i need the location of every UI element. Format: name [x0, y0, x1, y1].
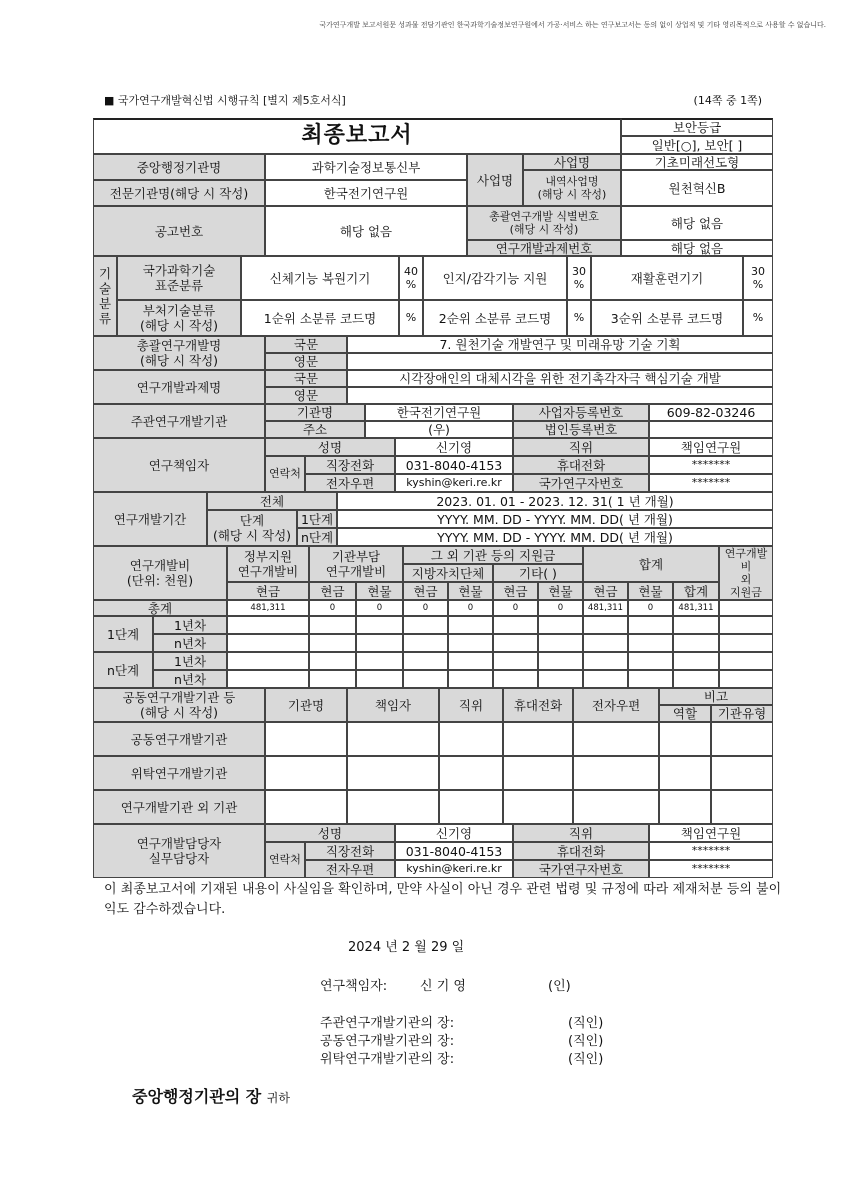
budget-total-cell-10: 481,311 — [673, 600, 719, 616]
budget-stage1-cell — [493, 634, 538, 652]
program-name-value: 기초미래선도형 — [621, 154, 773, 170]
notice-no-label: 공고번호 — [93, 206, 265, 256]
joint-row-cell — [659, 790, 711, 824]
budget-stagen-cell — [719, 652, 773, 670]
budget-stagen-cell — [493, 670, 538, 688]
email-label: 전자우편 — [305, 474, 395, 492]
ministry-class-2: 2순위 소분류 코드명 — [423, 300, 567, 336]
budget-total-cell-6: 0 — [493, 600, 538, 616]
joint-row-cell — [439, 790, 503, 824]
total-project-ko-label: 국문 — [265, 336, 347, 353]
corp-no-label: 법인등록번호 — [513, 421, 649, 438]
budget-stage1-cell — [673, 634, 719, 652]
joint-row-cell — [503, 756, 573, 790]
joint-row-cell — [573, 722, 659, 756]
period-total-label: 전체 — [207, 492, 337, 510]
budget-stagen-label: n단계 — [93, 652, 153, 688]
total-project-en-label: 영문 — [265, 353, 347, 370]
joint-col-4: 휴대전화 — [503, 688, 573, 722]
researcher-name: 신기영 — [395, 438, 513, 456]
budget-stage1-label: 1단계 — [93, 616, 153, 652]
budget-stagen-cell — [356, 652, 403, 670]
national-class-2: 인지/감각기능 지원 — [423, 256, 567, 300]
budget-stage1-cell — [719, 634, 773, 652]
manager-email-label: 전자우편 — [305, 860, 395, 878]
security-value: 일반[○], 보안[ ] — [621, 136, 773, 154]
budget-stage1-cell — [583, 616, 628, 634]
joint-label: 공동연구개발기관 등 (해당 시 작성) — [93, 688, 265, 722]
addressee-suffix: 귀하 — [266, 1091, 290, 1105]
budget-stagen-cell — [583, 670, 628, 688]
task-no-value: 해당 없음 — [621, 240, 773, 256]
budget-stagen-cell — [227, 670, 309, 688]
budget-stage1-cell — [403, 634, 448, 652]
total-project-ko: 7. 원천기술 개발연구 및 미래유망 기술 기획 — [347, 336, 773, 353]
joint-row-cell — [347, 756, 439, 790]
budget-stagen-cell — [356, 670, 403, 688]
budget-stage1-cell — [356, 616, 403, 634]
joint-type-label: 기관유형 — [711, 705, 773, 722]
ministry-pct-3: % — [743, 300, 773, 336]
email-value: kyshin@keri.re.kr — [395, 474, 513, 492]
mobile-label: 휴대전화 — [513, 456, 649, 474]
joint-row-cell — [573, 790, 659, 824]
ministry-pct-1: % — [399, 300, 423, 336]
joint-row-1-label: 공동연구개발기관 — [93, 722, 265, 756]
signer-name: 신 기 영 — [420, 979, 466, 994]
work-phone-label: 직장전화 — [305, 456, 395, 474]
budget-stage1-cell — [227, 634, 309, 652]
joint-row-3-label: 연구개발기관 외 기관 — [93, 790, 265, 824]
budget-subheader-7: 현물 — [538, 582, 583, 600]
budget-total-cell-8: 481,311 — [583, 600, 628, 616]
period-stagen-label: n단계 — [297, 528, 337, 546]
budget-subheader-9: 현물 — [628, 582, 673, 600]
tech-side-label: 기술분류 — [93, 256, 117, 336]
mobile-value: ******* — [649, 456, 773, 474]
project-label: 연구개발과제명 — [93, 370, 265, 404]
manager-work-phone: 031-8040-4153 — [395, 842, 513, 860]
budget-total-cell-5: 0 — [448, 600, 493, 616]
head-joint-seal: (직인) — [568, 1034, 604, 1049]
joint-note-label: 비고 — [659, 688, 773, 705]
budget-stage1-cell — [493, 616, 538, 634]
joint-row-cell — [503, 790, 573, 824]
head-consign-label: 위탁연구개발기관의 장: — [320, 1052, 455, 1067]
lead-org-name-label: 기관명 — [265, 404, 365, 421]
ministry-class-3: 3순위 소분류 코드명 — [591, 300, 743, 336]
budget-stagen-cell — [403, 652, 448, 670]
joint-row-cell — [347, 722, 439, 756]
joint-row-cell — [347, 790, 439, 824]
manager-work-phone-label: 직장전화 — [305, 842, 395, 860]
corp-no-value — [649, 421, 773, 438]
budget-total-cell-1: 481,311 — [227, 600, 309, 616]
notice-no-value: 해당 없음 — [265, 206, 467, 256]
biz-no-label: 사업자등록번호 — [513, 404, 649, 421]
budget-total-cell-4: 0 — [403, 600, 448, 616]
national-pct-2: 30 % — [567, 256, 591, 300]
period-stagen: YYYY. MM. DD - YYYY. MM. DD( 년 개월) — [337, 528, 773, 546]
budget-subheader-2: 현금 — [309, 582, 356, 600]
budget-total-cell-9: 0 — [628, 600, 673, 616]
budget-stage1-cell — [628, 634, 673, 652]
researcher-position-label: 직위 — [513, 438, 649, 456]
budget-total-label: 총계 — [93, 600, 227, 616]
manager-nat-no: ******* — [649, 860, 773, 878]
program-name-label: 사업명 — [523, 154, 621, 170]
joint-row-cell — [265, 722, 347, 756]
joint-row-2-label: 위탁연구개발기관 — [93, 756, 265, 790]
budget-total-outside — [719, 600, 773, 616]
budget-stagen-cell — [448, 670, 493, 688]
budget-stagen-cell — [309, 670, 356, 688]
budget-stage1-cell — [583, 634, 628, 652]
budget-sum-label: 합계 — [583, 546, 719, 582]
manager-email: kyshin@keri.re.kr — [395, 860, 513, 878]
period-total: 2023. 01. 01 - 2023. 12. 31( 1 년 개월) — [337, 492, 773, 510]
joint-col-3: 직위 — [439, 688, 503, 722]
period-stage1: YYYY. MM. DD - YYYY. MM. DD( 년 개월) — [337, 510, 773, 528]
joint-role-label: 역할 — [659, 705, 711, 722]
budget-stagen-year1-label: 1년차 — [153, 652, 227, 670]
joint-row-cell — [265, 790, 347, 824]
joint-col-2: 책임자 — [347, 688, 439, 722]
lead-org-addr: (우) — [365, 421, 513, 438]
budget-subheader-10: 합계 — [673, 582, 719, 600]
ministry-class-label: 부처기술분류 (해당 시 작성) — [117, 300, 241, 336]
security-label: 보안등급 — [621, 118, 773, 136]
form-header: ■ 국가연구개발혁신법 시행규칙 [별지 제5호서식] — [104, 94, 346, 107]
project-ko: 시각장애인의 대체시각을 위한 전기촉각자극 핵심기술 개발 — [347, 370, 773, 387]
addressee-main: 중앙행정기관의 장 — [132, 1087, 262, 1106]
project-ko-label: 국문 — [265, 370, 347, 387]
head-joint-label: 공동연구개발기관의 장: — [320, 1034, 455, 1049]
budget-stage1-cell — [673, 616, 719, 634]
period-label: 연구개발기간 — [93, 492, 207, 546]
budget-outside-label: 연구개발비 외 지원금 — [719, 546, 773, 600]
total-id-label: 총괄연구개발 식별번호 (해당 시 작성) — [467, 206, 621, 240]
national-class-1: 신체기능 복원기기 — [241, 256, 399, 300]
manager-position-label: 직위 — [513, 824, 649, 842]
manager-contact-label: 연락처 — [265, 842, 305, 878]
budget-stagen-cell — [673, 670, 719, 688]
budget-stagen-cell — [538, 652, 583, 670]
joint-row-cell — [439, 722, 503, 756]
task-no-label: 연구개발과제번호 — [467, 240, 621, 256]
work-phone-value: 031-8040-4153 — [395, 456, 513, 474]
manager-position: 책임연구원 — [649, 824, 773, 842]
agency-value: 한국전기연구원 — [265, 180, 467, 206]
budget-stagen-cell — [719, 670, 773, 688]
page-count: (14쪽 중 1쪽) — [693, 94, 762, 107]
signer-label: 연구책임자: — [320, 979, 388, 994]
budget-other-label: 그 외 기관 등의 지원금 — [403, 546, 583, 564]
lead-org-label: 주관연구개발기관 — [93, 404, 265, 438]
manager-name: 신기영 — [395, 824, 513, 842]
nat-no-value: ******* — [649, 474, 773, 492]
budget-gov-label: 정부지원 연구개발비 — [227, 546, 309, 582]
head-lead-seal: (직인) — [568, 1016, 604, 1031]
budget-total-cell-3: 0 — [356, 600, 403, 616]
total-project-en — [347, 353, 773, 370]
joint-row-cell — [659, 756, 711, 790]
budget-stage1-yearn-label: n년차 — [153, 634, 227, 652]
report-title: 최종보고서 — [93, 118, 621, 154]
budget-stage1-cell — [356, 634, 403, 652]
national-class-3: 재활훈련기기 — [591, 256, 743, 300]
budget-stage1-year1-label: 1년차 — [153, 616, 227, 634]
nat-no-label: 국가연구자번호 — [513, 474, 649, 492]
national-pct-1: 40 % — [399, 256, 423, 300]
budget-stagen-cell — [493, 652, 538, 670]
report-date: 2024 년 2 월 29 일 — [348, 940, 465, 955]
addressee — [132, 1084, 290, 1107]
budget-stage1-cell — [403, 616, 448, 634]
budget-stagen-cell — [673, 652, 719, 670]
total-id-value: 해당 없음 — [621, 206, 773, 240]
project-en-label: 영문 — [265, 387, 347, 404]
budget-subheader-4: 현금 — [403, 582, 448, 600]
budget-subheader-5: 현물 — [448, 582, 493, 600]
head-lead-label: 주관연구개발기관의 장: — [320, 1016, 455, 1031]
period-stage1-label: 1단계 — [297, 510, 337, 528]
budget-etc-label: 기타( ) — [493, 564, 583, 582]
budget-subheader-6: 현금 — [493, 582, 538, 600]
manager-name-label: 성명 — [265, 824, 395, 842]
budget-stagen-cell — [538, 670, 583, 688]
joint-row-cell — [573, 756, 659, 790]
budget-stagen-cell — [309, 652, 356, 670]
researcher-position: 책임연구원 — [649, 438, 773, 456]
ministry-value: 과학기술정보통신부 — [265, 154, 467, 180]
joint-row-cell — [711, 790, 773, 824]
biz-no-value: 609-82-03246 — [649, 404, 773, 421]
head-consign-seal: (직인) — [568, 1052, 604, 1067]
manager-mobile: ******* — [649, 842, 773, 860]
joint-row-cell — [711, 722, 773, 756]
total-project-label: 총괄연구개발명 (해당 시 작성) — [93, 336, 265, 370]
budget-stage1-cell — [719, 616, 773, 634]
subprogram-value: 원천혁신B — [621, 170, 773, 206]
ministry-label: 중앙행정기관명 — [93, 154, 265, 180]
budget-org-label: 기관부담 연구개발비 — [309, 546, 403, 582]
budget-stagen-yearn-label: n년차 — [153, 670, 227, 688]
budget-stage1-cell — [538, 616, 583, 634]
ministry-pct-2: % — [567, 300, 591, 336]
budget-stagen-cell — [583, 652, 628, 670]
joint-col-5: 전자우편 — [573, 688, 659, 722]
budget-local-label: 지방자치단체 — [403, 564, 493, 582]
researcher-contact-label: 연락처 — [265, 456, 305, 492]
joint-row-cell — [711, 756, 773, 790]
budget-subheader-3: 현물 — [356, 582, 403, 600]
budget-stagen-cell — [403, 670, 448, 688]
budget-stagen-cell — [628, 652, 673, 670]
subprogram-label: 내역사업명 (해당 시 작성) — [523, 170, 621, 206]
budget-stagen-cell — [227, 652, 309, 670]
declaration-text: 이 최종보고서에 기재된 내용이 사실임을 확인하며, 만약 사실이 아닌 경우 관련 법령 및 규정에 따라 제재처분 등의 불이익도 감수하겠습니다. — [104, 882, 782, 917]
national-pct-3: 30 % — [743, 256, 773, 300]
researcher-label: 연구책임자 — [93, 438, 265, 492]
joint-col-1: 기관명 — [265, 688, 347, 722]
budget-stage1-cell — [538, 634, 583, 652]
joint-row-cell — [659, 722, 711, 756]
project-en — [347, 387, 773, 404]
budget-label: 연구개발비 (단위: 천원) — [93, 546, 227, 600]
lead-org-addr-label: 주소 — [265, 421, 365, 438]
signer-seal: (인) — [548, 979, 571, 994]
budget-subheader-1: 현금 — [227, 582, 309, 600]
manager-label: 연구개발담당자 실무담당자 — [93, 824, 265, 878]
lead-org-name: 한국전기연구원 — [365, 404, 513, 421]
program-label: 사업명 — [467, 154, 523, 206]
joint-row-cell — [265, 756, 347, 790]
manager-mobile-label: 휴대전화 — [513, 842, 649, 860]
budget-stage1-cell — [448, 634, 493, 652]
budget-stage1-cell — [448, 616, 493, 634]
joint-row-cell — [439, 756, 503, 790]
budget-stage1-cell — [309, 634, 356, 652]
budget-total-cell-7: 0 — [538, 600, 583, 616]
report-form-table — [93, 118, 773, 886]
researcher-name-label: 성명 — [265, 438, 395, 456]
period-stage-label: 단계 (해당 시 작성) — [207, 510, 297, 546]
national-class-label: 국가과학기술 표준분류 — [117, 256, 241, 300]
joint-row-cell — [503, 722, 573, 756]
agency-label: 전문기관명(해당 시 작성) — [93, 180, 265, 206]
budget-stage1-cell — [309, 616, 356, 634]
budget-stagen-cell — [448, 652, 493, 670]
budget-stagen-cell — [628, 670, 673, 688]
manager-nat-no-label: 국가연구자번호 — [513, 860, 649, 878]
budget-total-cell-2: 0 — [309, 600, 356, 616]
budget-stage1-cell — [628, 616, 673, 634]
budget-stage1-cell — [227, 616, 309, 634]
budget-subheader-8: 현금 — [583, 582, 628, 600]
ministry-class-1: 1순위 소분류 코드명 — [241, 300, 399, 336]
copyright-notice: 국가연구개발 보고서원문 성과물 전담기관인 한국과학기술정보연구원에서 가공·서비스 하는 연구보고서는 동의 없이 상업적 및 기타 영리목적으로 사용할 수 없습니다. — [319, 21, 826, 29]
